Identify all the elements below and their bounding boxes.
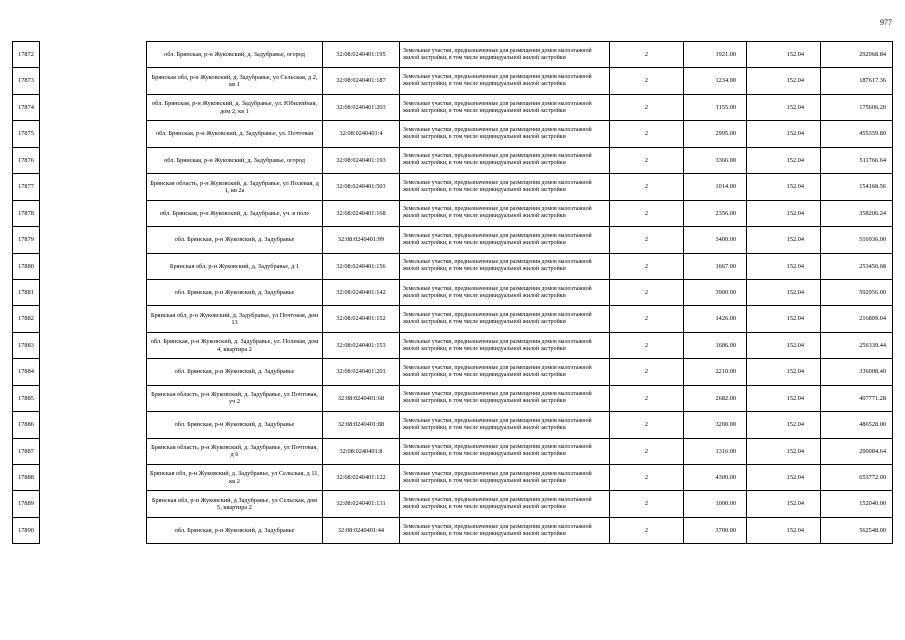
- spacer-cell: [40, 491, 147, 517]
- area-cell: 1155.00: [684, 94, 747, 120]
- row-number: 17879: [13, 227, 40, 253]
- land-use-cell: Земельные участки, предназначенные для размещения домов малоэтажной жилой застройки, в том числе индивидуальной жилой застройки: [400, 174, 610, 200]
- row-number: 17886: [13, 412, 40, 438]
- cadastral-number-cell: 32:08:0240401:8: [323, 438, 400, 464]
- group-cell: 2: [610, 465, 684, 491]
- rate-cell: 152.04: [747, 147, 821, 173]
- address-cell: Брянская обл, р-н Жуковский, д Задубравье, ул Сельская, дом 5, квартира 2: [147, 491, 323, 517]
- group-cell: 2: [610, 253, 684, 279]
- address-cell: обл. Брянская, р-н Жуковский, д. Задубравье: [147, 227, 323, 253]
- area-cell: 2995.00: [684, 121, 747, 147]
- group-cell: 2: [610, 517, 684, 543]
- spacer-cell: [40, 517, 147, 543]
- area-cell: 2210.00: [684, 359, 747, 385]
- cadastral-number-cell: 32:08:0240401:122: [323, 465, 400, 491]
- cadastral-number-cell: 32:08:0240401:88: [323, 412, 400, 438]
- group-cell: 2: [610, 359, 684, 385]
- spacer-cell: [40, 279, 147, 305]
- rate-cell: 152.04: [747, 359, 821, 385]
- address-cell: обл. Брянская, р-н Жуковский, д. Задубравье, уч. в поле: [147, 200, 323, 226]
- row-number: 17884: [13, 359, 40, 385]
- area-cell: 3700.00: [684, 517, 747, 543]
- row-number: 17876: [13, 147, 40, 173]
- row-number: 17887: [13, 438, 40, 464]
- row-number: 17883: [13, 332, 40, 358]
- spacer-cell: [40, 332, 147, 358]
- land-use-cell: Земельные участки, предназначенные для размещения домов малоэтажной жилой застройки, в том числе индивидуальной жилой застройки: [400, 517, 610, 543]
- address-cell: обл. Брянская, р-н Жуковский, д. Задубравье: [147, 412, 323, 438]
- address-cell: обл. Брянская, р-н Жуковский, д. Задубравье, ул. Юбилейная, дом 2, кв 1: [147, 94, 323, 120]
- area-cell: 1000.00: [684, 491, 747, 517]
- table-row: [13, 94, 893, 120]
- cadastral-value-cell: 216809.04: [821, 306, 893, 332]
- cadastral-value-cell: 562548.00: [821, 517, 893, 543]
- table-row: [13, 200, 893, 226]
- cadastral-value-cell: 154168.56: [821, 174, 893, 200]
- row-number: 17885: [13, 385, 40, 411]
- rate-cell: 152.04: [747, 517, 821, 543]
- cadastral-value-cell: 187617.36: [821, 68, 893, 94]
- spacer-cell: [40, 385, 147, 411]
- cadastral-number-cell: 32:08:0240401:168: [323, 200, 400, 226]
- group-cell: 2: [610, 279, 684, 305]
- cadastral-value-cell: 455359.80: [821, 121, 893, 147]
- area-cell: 1921.00: [684, 42, 747, 68]
- cadastral-value-cell: 175606.20: [821, 94, 893, 120]
- cadastral-number-cell: 32:08:0240401:153: [323, 332, 400, 358]
- spacer-cell: [40, 227, 147, 253]
- row-number: 17881: [13, 279, 40, 305]
- land-use-cell: Земельные участки, предназначенные для размещения домов малоэтажной жилой застройки, в том числе индивидуальной жилой застройки: [400, 147, 610, 173]
- area-cell: 1234.00: [684, 68, 747, 94]
- land-use-cell: Земельные участки, предназначенные для размещения домов малоэтажной жилой застройки, в том числе индивидуальной жилой застройки: [400, 94, 610, 120]
- group-cell: 2: [610, 332, 684, 358]
- rate-cell: 152.04: [747, 200, 821, 226]
- row-number: 17873: [13, 68, 40, 94]
- table-row: [13, 253, 893, 279]
- cadastral-value-cell: 511766.64: [821, 147, 893, 173]
- rate-cell: 152.04: [747, 174, 821, 200]
- table-row: [13, 385, 893, 411]
- row-number: 17880: [13, 253, 40, 279]
- cadastral-number-cell: 32:08:0240401:193: [323, 147, 400, 173]
- group-cell: 2: [610, 306, 684, 332]
- land-use-cell: Земельные участки, предназначенные для размещения домов малоэтажной жилой застройки, в том числе индивидуальной жилой застройки: [400, 42, 610, 68]
- address-cell: обл. Брянская, р-н Жуковский, д. Задубравье, огород: [147, 42, 323, 68]
- spacer-cell: [40, 147, 147, 173]
- cadastral-number-cell: 32:08:0240401:152: [323, 306, 400, 332]
- land-use-cell: Земельные участки, предназначенные для размещения домов малоэтажной жилой застройки, в том числе индивидуальной жилой застройки: [400, 491, 610, 517]
- address-cell: обл. Брянская, р-н Жуковский, д. Задубравье: [147, 517, 323, 543]
- spacer-cell: [40, 121, 147, 147]
- group-cell: 2: [610, 94, 684, 120]
- row-number: 17878: [13, 200, 40, 226]
- table-row: [13, 306, 893, 332]
- cadastral-number-cell: 32:08:0240401:4: [323, 121, 400, 147]
- land-use-cell: Земельные участки, предназначенные для размещения домов малоэтажной жилой застройки, в том числе индивидуальной жилой застройки: [400, 359, 610, 385]
- area-cell: 4300.00: [684, 465, 747, 491]
- area-cell: 3900.00: [684, 279, 747, 305]
- rate-cell: 152.04: [747, 42, 821, 68]
- table-row: [13, 68, 893, 94]
- rate-cell: 152.04: [747, 279, 821, 305]
- address-cell: Брянская обл, р-н Жуковский, д. Задубравье, ул Сельская, д 2, кв 1: [147, 68, 323, 94]
- cadastral-number-cell: 32:08:0240401:195: [323, 42, 400, 68]
- spacer-cell: [40, 68, 147, 94]
- spacer-cell: [40, 174, 147, 200]
- address-cell: обл. Брянская, р-н Жуковский, д. Задубравье, ул. Полевая, дом 4, квартира 2: [147, 332, 323, 358]
- group-cell: 2: [610, 147, 684, 173]
- area-cell: 1426.00: [684, 306, 747, 332]
- address-cell: Брянская обл, р-н Жуковский, д. Задубравье, ул Почтовая, дом 13: [147, 306, 323, 332]
- table-row: [13, 174, 893, 200]
- group-cell: 2: [610, 42, 684, 68]
- rate-cell: 152.04: [747, 332, 821, 358]
- cadastral-number-cell: 32:08:0240401:187: [323, 68, 400, 94]
- spacer-cell: [40, 306, 147, 332]
- area-cell: 1686.00: [684, 332, 747, 358]
- table-row: [13, 147, 893, 173]
- table-row: [13, 465, 893, 491]
- cadastral-number-cell: 32:08:0240401:156: [323, 253, 400, 279]
- row-number: 17877: [13, 174, 40, 200]
- rate-cell: 152.04: [747, 227, 821, 253]
- land-use-cell: Земельные участки, предназначенные для размещения домов малоэтажной жилой застройки, в том числе индивидуальной жилой застройки: [400, 306, 610, 332]
- address-cell: обл. Брянская, р-н Жуковский, д. Задубравье, ул. Почтовая: [147, 121, 323, 147]
- page-number: 977: [880, 18, 892, 27]
- rate-cell: 152.04: [747, 253, 821, 279]
- area-cell: 1316.00: [684, 438, 747, 464]
- cadastral-value-table: [12, 41, 893, 544]
- cadastral-number-cell: 32:08:0240401:203: [323, 94, 400, 120]
- area-cell: 2682.00: [684, 385, 747, 411]
- land-use-cell: Земельные участки, предназначенные для размещения домов малоэтажной жилой застройки, в том числе индивидуальной жилой застройки: [400, 332, 610, 358]
- address-cell: Брянская область, р-н Жуковский, д. Задубравье, ул Полевая, д 1, кв 2а: [147, 174, 323, 200]
- row-number: 17875: [13, 121, 40, 147]
- rate-cell: 152.04: [747, 306, 821, 332]
- row-number: 17890: [13, 517, 40, 543]
- address-cell: Брянская область, р-н Жуковский, д. Задубравье, ул Почтовая, уч 2: [147, 385, 323, 411]
- table-row: [13, 121, 893, 147]
- table-row: [13, 491, 893, 517]
- group-cell: 2: [610, 174, 684, 200]
- cadastral-value-cell: 486528.00: [821, 412, 893, 438]
- cadastral-value-cell: 256339.44: [821, 332, 893, 358]
- land-use-cell: Земельные участки, предназначенные для размещения домов малоэтажной жилой застройки, в том числе индивидуальной жилой застройки: [400, 385, 610, 411]
- land-use-cell: Земельные участки, предназначенные для размещения домов малоэтажной жилой застройки, в том числе индивидуальной жилой застройки: [400, 279, 610, 305]
- land-use-cell: Земельные участки, предназначенные для размещения домов малоэтажной жилой застройки, в том числе индивидуальной жилой застройки: [400, 200, 610, 226]
- area-cell: 2356.00: [684, 200, 747, 226]
- rate-cell: 152.04: [747, 121, 821, 147]
- cadastral-value-cell: 592956.00: [821, 279, 893, 305]
- group-cell: 2: [610, 385, 684, 411]
- address-cell: Брянская обл, р-н Жуковский, д. Задубравье, ул Сельская, д 11, кв 2: [147, 465, 323, 491]
- cadastral-value-cell: 292068.84: [821, 42, 893, 68]
- table-row: [13, 517, 893, 543]
- spacer-cell: [40, 42, 147, 68]
- spacer-cell: [40, 465, 147, 491]
- land-use-cell: Земельные участки, предназначенные для размещения домов малоэтажной жилой застройки, в том числе индивидуальной жилой застройки: [400, 465, 610, 491]
- rate-cell: 152.04: [747, 438, 821, 464]
- row-number: 17874: [13, 94, 40, 120]
- area-cell: 3400.00: [684, 227, 747, 253]
- group-cell: 2: [610, 68, 684, 94]
- cadastral-number-cell: 32:08:0240401:142: [323, 279, 400, 305]
- cadastral-number-cell: 32:08:0240401:44: [323, 517, 400, 543]
- cadastral-value-cell: 653772.00: [821, 465, 893, 491]
- row-number: 17889: [13, 491, 40, 517]
- cadastral-value-cell: 253450.68: [821, 253, 893, 279]
- spacer-cell: [40, 438, 147, 464]
- cadastral-value-cell: 152040.00: [821, 491, 893, 517]
- spacer-cell: [40, 94, 147, 120]
- table-row: [13, 438, 893, 464]
- cadastral-value-cell: 336008.40: [821, 359, 893, 385]
- land-use-cell: Земельные участки, предназначенные для размещения домов малоэтажной жилой застройки, в том числе индивидуальной жилой застройки: [400, 121, 610, 147]
- cadastral-value-cell: 516936.00: [821, 227, 893, 253]
- cadastral-value-cell: 358206.24: [821, 200, 893, 226]
- rate-cell: 152.04: [747, 385, 821, 411]
- spacer-cell: [40, 253, 147, 279]
- area-cell: 3200.00: [684, 412, 747, 438]
- land-use-cell: Земельные участки, предназначенные для размещения домов малоэтажной жилой застройки, в том числе индивидуальной жилой застройки: [400, 68, 610, 94]
- cadastral-value-cell: 407771.28: [821, 385, 893, 411]
- land-use-cell: Земельные участки, предназначенные для размещения домов малоэтажной жилой застройки, в том числе индивидуальной жилой застройки: [400, 438, 610, 464]
- address-cell: Брянская область, р-н Жуковский, д. Задубравье, ул Почтовая, д 6: [147, 438, 323, 464]
- cadastral-number-cell: 32:08:0240401:503: [323, 174, 400, 200]
- rate-cell: 152.04: [747, 94, 821, 120]
- cadastral-number-cell: 32:08:0240401:68: [323, 385, 400, 411]
- rate-cell: 152.04: [747, 465, 821, 491]
- land-use-cell: Земельные участки, предназначенные для размещения домов малоэтажной жилой застройки, в том числе индивидуальной жилой застройки: [400, 227, 610, 253]
- group-cell: 2: [610, 121, 684, 147]
- area-cell: 1667.00: [684, 253, 747, 279]
- group-cell: 2: [610, 491, 684, 517]
- group-cell: 2: [610, 438, 684, 464]
- rate-cell: 152.04: [747, 491, 821, 517]
- address-cell: обл. Брянская, р-н Жуковский, д. Задубравье: [147, 359, 323, 385]
- area-cell: 3366.00: [684, 147, 747, 173]
- row-number: 17872: [13, 42, 40, 68]
- land-use-cell: Земельные участки, предназначенные для размещения домов малоэтажной жилой застройки, в том числе индивидуальной жилой застройки: [400, 253, 610, 279]
- rate-cell: 152.04: [747, 68, 821, 94]
- table-row: [13, 332, 893, 358]
- row-number: 17882: [13, 306, 40, 332]
- cadastral-number-cell: 32:08:0240401:201: [323, 359, 400, 385]
- table-row: [13, 359, 893, 385]
- table-row: [13, 279, 893, 305]
- spacer-cell: [40, 359, 147, 385]
- address-cell: Брянская обл, р-н Жуковский, д. Задубравье, д 1: [147, 253, 323, 279]
- spacer-cell: [40, 200, 147, 226]
- rate-cell: 152.04: [747, 412, 821, 438]
- cadastral-value-cell: 200084.64: [821, 438, 893, 464]
- cadastral-number-cell: 32:08:0240401:131: [323, 491, 400, 517]
- group-cell: 2: [610, 412, 684, 438]
- table-row: [13, 42, 893, 68]
- spacer-cell: [40, 412, 147, 438]
- table-row: [13, 227, 893, 253]
- row-number: 17888: [13, 465, 40, 491]
- table-row: [13, 412, 893, 438]
- group-cell: 2: [610, 227, 684, 253]
- address-cell: обл. Брянская, р-н Жуковский, д. Задубравье, огород: [147, 147, 323, 173]
- area-cell: 1014.00: [684, 174, 747, 200]
- land-use-cell: Земельные участки, предназначенные для размещения домов малоэтажной жилой застройки, в том числе индивидуальной жилой застройки: [400, 412, 610, 438]
- group-cell: 2: [610, 200, 684, 226]
- address-cell: обл. Брянская, р-н Жуковский, д. Задубравье: [147, 279, 323, 305]
- cadastral-number-cell: 32:08:0240401:99: [323, 227, 400, 253]
